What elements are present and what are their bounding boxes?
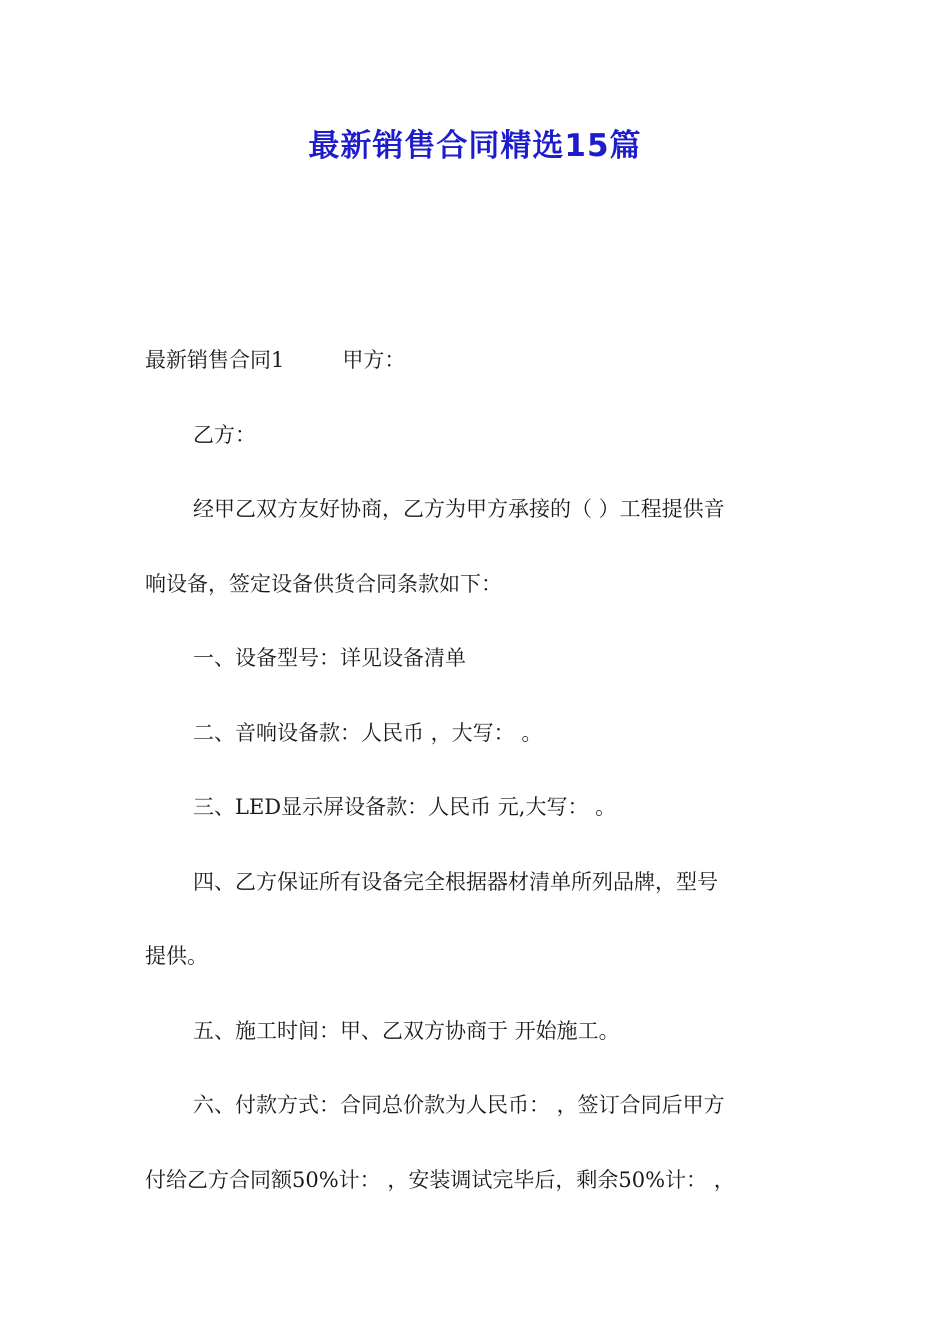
party-b-label: 乙方：	[193, 423, 256, 447]
clause-4-line-1: 四、乙方保证所有设备完全根据器材清单所列品牌，型号	[193, 870, 718, 894]
clause-2: 二、音响设备款：人民币 ，大写： 。	[193, 721, 543, 745]
clause-6-line-1: 六、付款方式：合同总价款为人民币： ，签订合同后甲方	[193, 1093, 725, 1117]
section-heading: 最新销售合同1	[145, 348, 285, 372]
party-a-label: 甲方：	[342, 348, 406, 372]
clause-4-line-2: 提供。	[145, 944, 208, 968]
document-title: 最新销售合同精选15篇	[308, 128, 642, 164]
intro-paragraph-line-1: 经甲乙双方友好协商，乙方为甲方承接的（ ）工程提供音	[193, 497, 725, 521]
section-heading-line	[145, 345, 810, 375]
intro-paragraph-line-2: 响设备，签定设备供货合同条款如下：	[145, 572, 502, 596]
clause-5: 五、施工时间：甲、乙双方协商于 开始施工。	[193, 1019, 620, 1043]
clause-6-line-2: 付给乙方合同额50%计： ，安装调试完毕后，剩余50%计： ，	[145, 1168, 735, 1192]
clause-1: 一、设备型号：详见设备清单	[193, 646, 466, 670]
clause-3: 三、LED显示屏设备款：人民币 元,大写： 。	[193, 795, 617, 819]
